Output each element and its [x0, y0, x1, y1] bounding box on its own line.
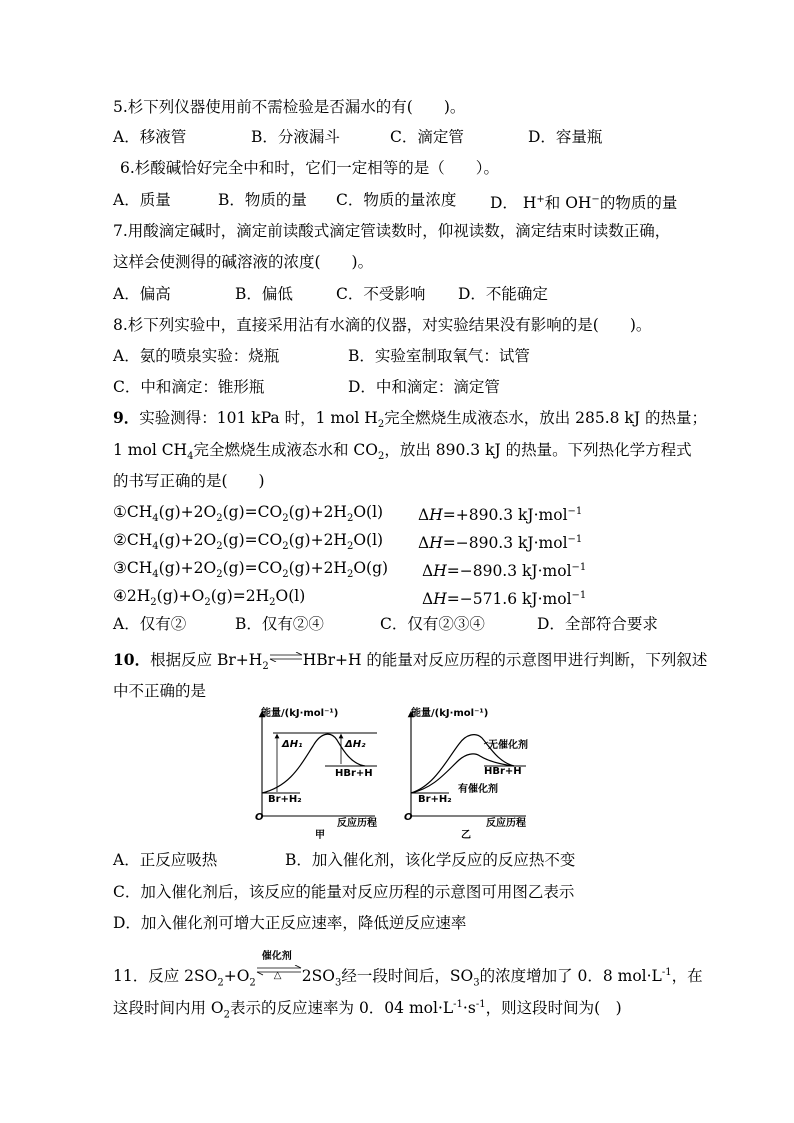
q10-option-d: D．加入催化剂可增大正反应速率，降低逆反应速率 [113, 914, 467, 932]
q5-option-d: D．容量瓶 [528, 128, 603, 146]
q9-stem-line3: 的书写正确的是( ) [113, 472, 265, 490]
q8-option-b: B．实验室制取氧气：试管 [348, 347, 530, 365]
diagram-a-caption: 甲 [315, 830, 325, 841]
diagram-b-nocat-label: 无催化剂 [488, 740, 528, 751]
q5-option-c: C．滴定管 [390, 128, 464, 146]
q5-stem: 5.杉下列仪器使用前不需检验是否漏水的有( )。 [113, 98, 466, 116]
q8-option-c: C．中和滴定：锥形瓶 [113, 378, 265, 396]
q9-equation-1: $①CH_4(g)+2O_2(g)=CO_2(g)+2H_2O(l)$ [113, 503, 384, 525]
q6-option-d: D． H+和 OH−的物质的量 [490, 194, 678, 213]
q10-stem-line2: 中不正确的是 [113, 682, 207, 700]
diagram-b-origin: O [404, 812, 413, 823]
diagram-a-origin: O [255, 812, 264, 823]
q9-enthalpy-2: ΔH=−890.3 kJ·mol$^{-1}$ [418, 534, 583, 553]
q6-option-b: B．物质的量 [218, 191, 307, 209]
q10-option-a: A．正反应吸热 [113, 851, 218, 869]
q7-option-c: C．不受影响 [336, 285, 426, 303]
q7-option-a: A．偏高 [113, 285, 171, 303]
q9-equation-4: $④2H_2(g)+O_2(g)=2H_2O(l)$ [113, 587, 306, 609]
diagram-a-xlabel: 反应历程 [337, 818, 377, 829]
q6-option-c: C．物质的量浓度 [336, 191, 457, 209]
diagram-a-dh2: ΔH₂ [345, 739, 366, 750]
diagram-a-product: HBr+H [335, 768, 373, 779]
diagram-b-ylabel: 能量/(kJ·mol⁻¹) [411, 708, 489, 719]
q7-option-b: B．偏低 [235, 285, 293, 303]
q7-stem-line2: 这样会使测得的碱溶液的浓度( )。 [113, 253, 374, 271]
energy-diagram-b [404, 706, 536, 841]
q7-stem-line1: 7.用酸滴定碱时，滴定前读酸式滴定管读数时，仰视读数，滴定结束时读数正确， [113, 222, 671, 240]
q6-option-a: A．质量 [113, 191, 171, 209]
q8-stem: 8.杉下列实验中，直接采用沾有水滴的仪器，对实验结果没有影响的是( )。 [113, 316, 652, 334]
q5-option-a: A．移液管 [113, 128, 187, 146]
energy-diagram-a [255, 706, 385, 841]
diagram-b-cat-label: 有催化剂 [458, 784, 498, 795]
diagram-b-xlabel: 反应历程 [486, 818, 526, 829]
q10-stem-line1: 10．根据反应 $Br+H_2$ HBr+H 的能量对反应历程的示意图甲进行判断，下列叙述 [113, 650, 707, 677]
q11-stem-line1: 11．反应 $2SO_2+O_2$ 催化剂 △ $2SO_3$经一段时间后，$SO_3$的浓度增加了 0．8 $mol\cdot L^{-1}$，在 [113, 951, 703, 989]
catalyst-equilibrium-arrow: 催化剂 △ [256, 963, 302, 983]
q9-stem-line1: 9．实验测得：101 kPa 时，1 mol $H_2$完全燃烧生成液态水，放出 285.8 kJ 的热量； [113, 408, 707, 431]
q9-option-c: C．仅有②③④ [380, 615, 485, 633]
q9-enthalpy-4: ΔH=−571.6 kJ·mol$^{-1}$ [422, 590, 587, 609]
diagram-a-dh1: ΔH₁ [282, 739, 303, 750]
q9-enthalpy-3: ΔH=−890.3 kJ·mol$^{-1}$ [422, 562, 587, 581]
q7-option-d: D．不能确定 [458, 285, 548, 303]
q9-option-a: A．仅有② [113, 615, 187, 633]
q11-stem-line2: 这段时间内用 $O_2$表示的反应速率为 0．04 $mol\cdot L^{-1}\cdot s^{-1}$，则这段时间为( ) [113, 999, 622, 1021]
q9-equation-3: $③CH_4(g)+2O_2(g)=CO_2(g)+2H_2O(g)$ [113, 559, 389, 581]
diagram-b-product: HBr+H [484, 766, 522, 777]
diagram-b-reactant: Br+H₂ [418, 794, 452, 805]
diagram-a-ylabel: 能量/(kJ·mol⁻¹) [261, 708, 339, 719]
q6-stem: 6.杉酸碱恰好完全中和时，它们一定相等的是（ ）。 [120, 159, 500, 177]
q8-option-d: D．中和滴定：滴定管 [348, 378, 500, 396]
equilibrium-arrow-icon [269, 647, 303, 667]
q9-option-d: D．全部符合要求 [537, 615, 658, 633]
diagram-a-reactant: Br+H₂ [268, 794, 302, 805]
q9-option-b: B．仅有②④ [235, 615, 324, 633]
q9-equation-2: $②CH_4(g)+2O_2(g)=CO_2(g)+2H_2O(l)$ [113, 531, 384, 553]
q10-option-b: B．加入催化剂，该化学反应的反应热不变 [285, 851, 576, 869]
q9-stem-line2: 1 mol $CH_4$完全燃烧生成液态水和 $CO_2$，放出 890.3 kJ 的热量。下列热化学方程式 [113, 441, 692, 463]
q8-option-a: A．氨的喷泉实验：烧瓶 [113, 347, 280, 365]
q5-option-b: B．分液漏斗 [251, 128, 340, 146]
q9-enthalpy-1: ΔH=+890.3 kJ·mol$^{-1}$ [418, 506, 583, 525]
q10-option-c: C．加入催化剂后，该反应的能量对反应历程的示意图可用图乙表示 [113, 883, 575, 901]
diagram-b-caption: 乙 [461, 830, 471, 841]
